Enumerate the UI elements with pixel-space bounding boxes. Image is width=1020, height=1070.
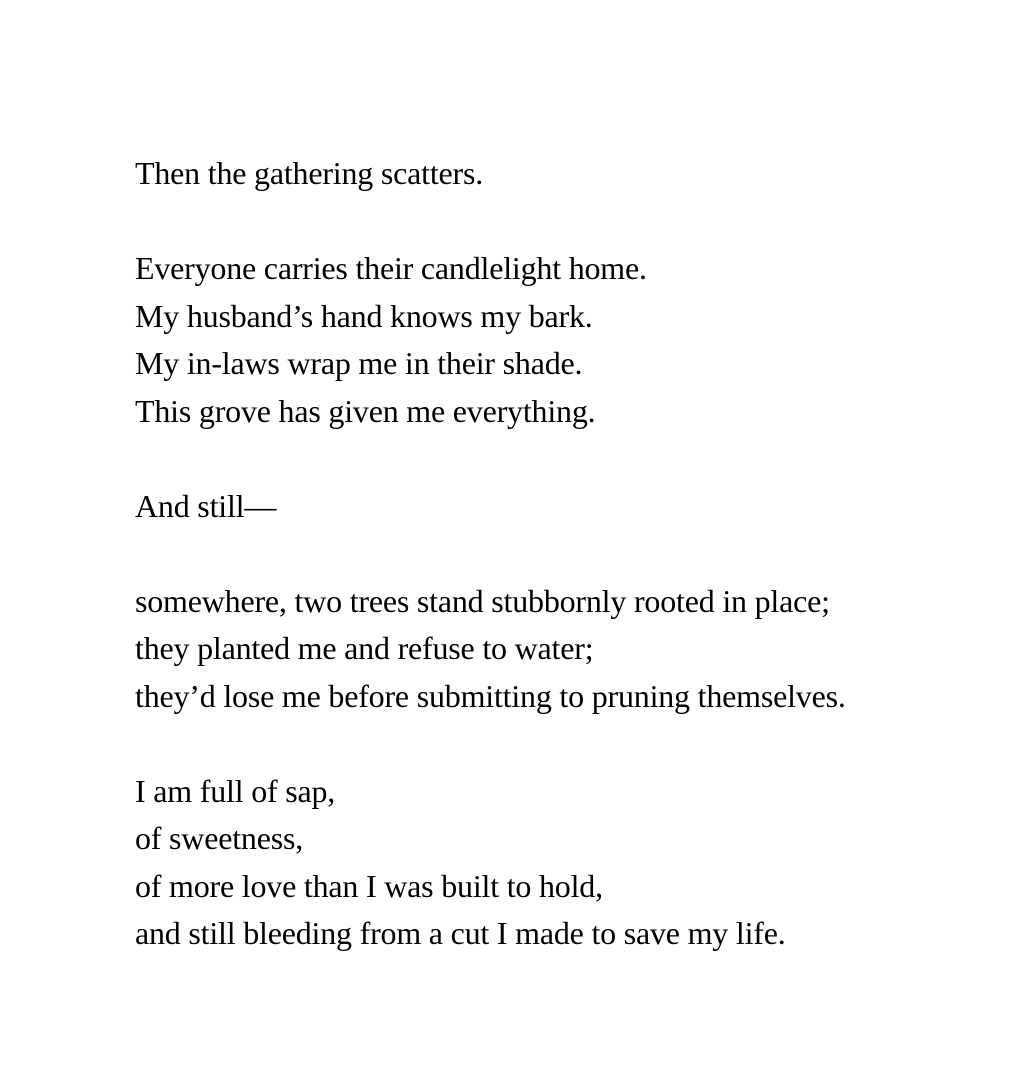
poem-line: somewhere, two trees stand stubbornly rooted in place; [135, 582, 830, 619]
poem [135, 150, 1005, 958]
stanza-1 [135, 150, 1005, 198]
stanza-2 [135, 245, 1005, 435]
poem-line: of sweetness, [135, 820, 304, 856]
poem-line: My husband’s hand knows my bark. [135, 297, 593, 334]
poem-line: and still bleeding from a cut I made to save my life. [135, 915, 786, 951]
poem-line: Everyone carries their candlelight home. [135, 250, 647, 286]
poem-line: I am full of sap, [135, 772, 336, 809]
poem-line: of more love than I was built to hold, [135, 867, 603, 904]
poem-line: This grove has given me everything. [135, 392, 596, 429]
stanza-5 [135, 768, 1005, 958]
stanza-4 [135, 578, 1005, 721]
poem-line: they’d lose me before submitting to pruning themselves. [135, 677, 846, 714]
poem-line: And still— [135, 487, 277, 524]
stanza-3 [135, 483, 1005, 531]
poem-line: My in-laws wrap me in their shade. [135, 345, 583, 381]
poem-line: Then the gathering scatters. [135, 155, 484, 191]
poem-line: they planted me and refuse to water; [135, 630, 594, 666]
